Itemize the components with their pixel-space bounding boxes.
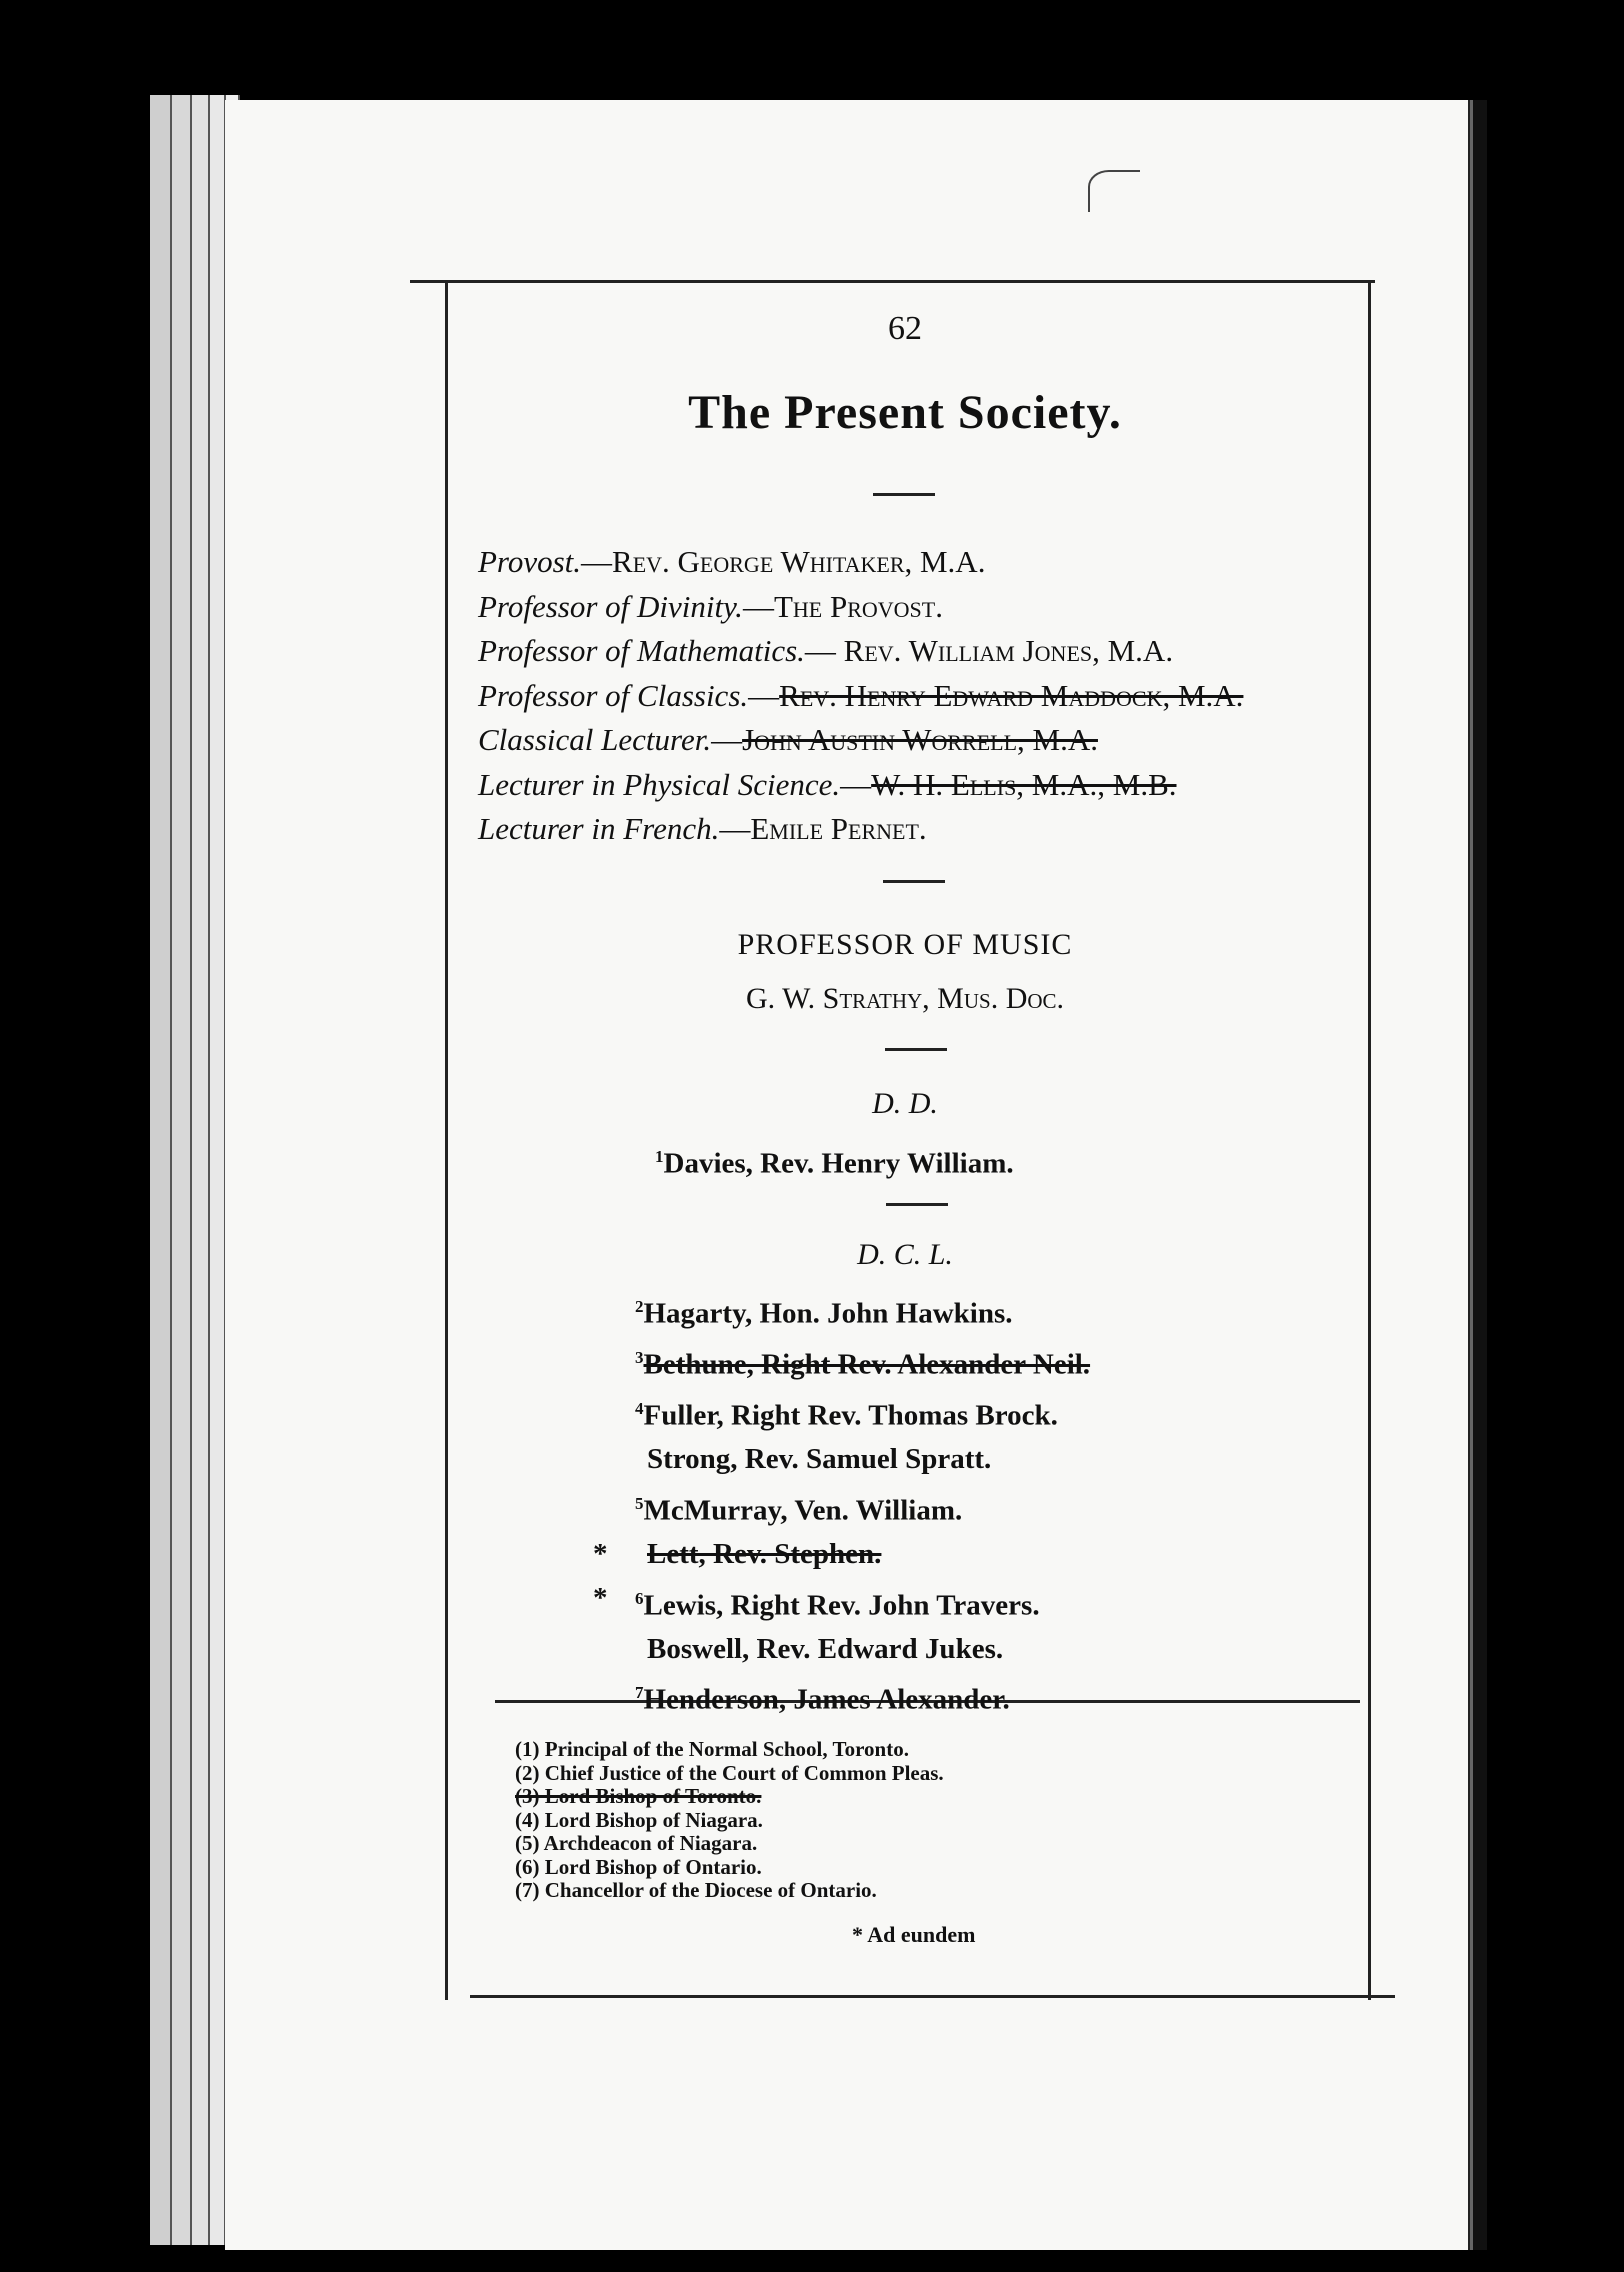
footnote-ref: 7 — [635, 1683, 644, 1703]
footnote-ref: 6 — [635, 1588, 644, 1608]
ad-eundem-mark: * — [593, 1538, 608, 1571]
dcl-name: Boswell, Rev. Edward Jukes. — [647, 1632, 1004, 1665]
dcl-name: Lewis, Right Rev. John Travers. — [643, 1589, 1040, 1622]
page-leaf — [192, 95, 210, 2245]
officer-name: The Provost. — [773, 588, 943, 624]
officer-line — [478, 540, 1243, 585]
officer-role: Professor of Classics. — [478, 677, 749, 713]
page-heading: The Present Society. — [688, 386, 1122, 439]
footnote-ref: 2 — [635, 1297, 644, 1316]
officer-name: Rev. Henry Edward Maddock, M.A. — [779, 677, 1244, 713]
officer-line — [478, 674, 1243, 719]
footnote-line: (1) Principal of the Normal School, Toronto. — [515, 1737, 909, 1761]
footnote-line: (3) Lord Bishop of Toronto. — [515, 1784, 762, 1808]
footnote-ref: 1 — [655, 1147, 664, 1166]
dd-section-title: D. D. — [872, 1087, 938, 1120]
dd-entry — [655, 1135, 1014, 1186]
officer-line — [478, 585, 1243, 630]
page-number: 62 — [888, 310, 922, 347]
officer-name: John Austin Worrell, M.A. — [742, 722, 1098, 757]
footnote-ref: 4 — [635, 1399, 644, 1419]
officer-separator: — — [840, 766, 872, 802]
officer-role: Provost. — [478, 544, 582, 579]
footnote-line: (5) Archdeacon of Niagara. — [515, 1831, 758, 1855]
officer-separator: — — [742, 588, 774, 624]
section-divider — [883, 880, 945, 883]
music-section-title: PROFESSOR OF MUSIC — [737, 928, 1073, 961]
facing-page-edge — [1470, 100, 1487, 2250]
officer-name: Rev. William Jones, M.A. — [843, 633, 1174, 668]
officer-line — [478, 718, 1243, 763]
page-leaf — [150, 95, 172, 2245]
dcl-name: Hagarty, Hon. John Hawkins. — [643, 1297, 1013, 1330]
officer-line — [478, 763, 1243, 808]
dcl-entry — [635, 1336, 1090, 1387]
music-professor-name: G. W. Strathy, Mus. Doc. — [745, 982, 1065, 1015]
dcl-name: Henderson, James Alexander. — [643, 1683, 1010, 1716]
dcl-name: Fuller, Right Rev. Thomas Brock. — [643, 1399, 1058, 1432]
dcl-name: McMurray, Ven. William. — [643, 1494, 963, 1527]
dcl-list — [593, 1285, 1091, 1722]
officer-role: Lecturer in Physical Science. — [478, 766, 841, 802]
dcl-section-title: D. C. L. — [857, 1238, 953, 1271]
officer-separator: — — [748, 677, 780, 713]
section-divider — [886, 1203, 948, 1206]
officer-line — [478, 629, 1243, 674]
dcl-entry — [635, 1387, 1090, 1438]
page-leaf — [172, 95, 192, 2245]
officer-name: W. H. Ellis, M.A., M.B. — [871, 766, 1177, 802]
officer-name: Emile Pernet. — [750, 811, 927, 846]
officer-separator: — — [804, 633, 844, 668]
footnote-ref: 5 — [635, 1493, 644, 1513]
page-leaf — [210, 95, 226, 2245]
dcl-entry — [635, 1438, 1090, 1482]
dcl-entry — [635, 1285, 1090, 1336]
dcl-entry — [593, 1533, 1090, 1577]
officer-separator: — — [711, 722, 743, 757]
dd-name: Davies, Rev. Henry William. — [663, 1147, 1014, 1180]
footnote-line: (4) Lord Bishop of Niagara. — [515, 1807, 763, 1832]
dcl-entry — [635, 1628, 1090, 1672]
dcl-name: Lett, Rev. Stephen. — [647, 1538, 882, 1571]
dcl-name: Strong, Rev. Samuel Spratt. — [647, 1443, 992, 1476]
dcl-entry — [635, 1482, 1090, 1533]
ad-eundem-note: * Ad eundem — [852, 1922, 976, 1947]
officer-separator: — — [719, 811, 751, 846]
officer-role: Professor of Divinity. — [478, 588, 743, 624]
footnote-line: (6) Lord Bishop of Ontario. — [515, 1854, 762, 1879]
footnote-line: (7) Chancellor of the Diocese of Ontario. — [515, 1878, 877, 1902]
dd-list — [655, 1135, 1014, 1186]
officer-role: Lecturer in French. — [478, 811, 720, 846]
section-divider — [873, 493, 935, 496]
officer-role: Classical Lecturer. — [478, 722, 712, 757]
footnotes — [515, 1738, 944, 1903]
margin-pencil-mark — [1088, 170, 1140, 212]
dcl-entry — [593, 1577, 1090, 1628]
officer-separator: — — [581, 544, 613, 579]
officer-line — [478, 807, 1243, 852]
officers-list — [478, 540, 1243, 852]
dcl-name: Bethune, Right Rev. Alexander Neil. — [643, 1348, 1091, 1381]
footnote-line: (2) Chief Justice of the Court of Common Pleas. — [515, 1760, 944, 1785]
officer-name: Rev. George Whitaker, M.A. — [612, 544, 986, 579]
section-divider — [885, 1048, 947, 1051]
dcl-entry — [635, 1671, 1090, 1722]
officer-role: Professor of Mathematics. — [478, 633, 805, 668]
footnote-ref: 3 — [635, 1348, 644, 1368]
ad-eundem-mark: * — [593, 1581, 608, 1614]
